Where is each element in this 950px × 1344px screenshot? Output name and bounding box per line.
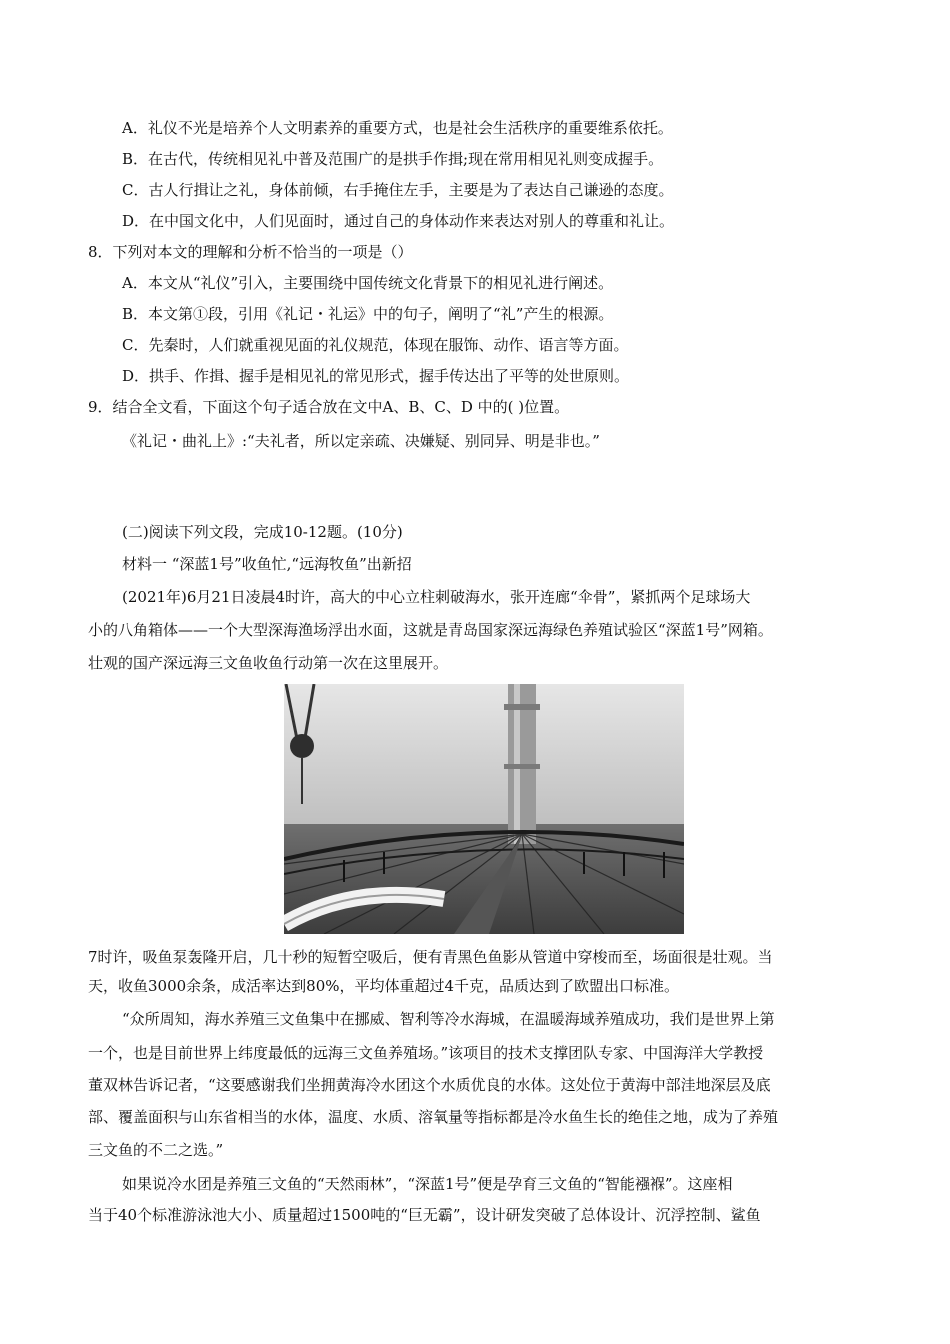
fish-farm-photo — [284, 684, 684, 934]
para4-line2: 当于40个标准游泳池大小、质量超过1500吨的“巨无霸”，设计研发突破了总体设计、沉浮控制、鲨鱼 — [88, 1206, 761, 1224]
q8-option-c: C．先秦时，人们就重视见面的礼仪规范，体现在服饰、动作、语言等方面。 — [122, 336, 629, 354]
para3-line2: 一个，也是目前世界上纬度最低的远海三文鱼养殖场。”该项目的技术支撑团队专家、中国海洋大学教授 — [88, 1044, 764, 1062]
q8-option-b: B．本文第①段，引用《礼记・礼运》中的句子，阐明了“礼”产生的根源。 — [122, 305, 614, 323]
para1-line2: 小的八角箱体——一个大型深海渔场浮出水面，这就是青岛国家深远海绿色养殖试验区“深蓝1号”网箱。 — [88, 621, 773, 639]
para3-line4: 部、覆盖面积与山东省相当的水体，温度、水质、溶氧量等指标都是冷水鱼生长的绝佳之地，成为了养殖 — [88, 1108, 779, 1126]
para3-line1: “众所周知，海水养殖三文鱼集中在挪威、智利等冷水海城，在温暖海域养殖成功，我们是世界上第 — [122, 1010, 775, 1028]
para3-line5: 三文鱼的不二之选。” — [88, 1141, 224, 1159]
para2-line2: 天，收鱼3000余条，成活率达到80%，平均体重超过4千克，品质达到了欧盟出口标准。 — [88, 977, 680, 995]
q8-option-a: A．本文从“礼仪”引入，主要围绕中国传统文化背景下的相见礼进行阐述。 — [122, 274, 614, 292]
q8-option-d: D．拱手、作揖、握手是相见礼的常见形式，握手传达出了平等的处世原则。 — [122, 367, 630, 385]
para3-line3: 董双林告诉记者，“这要感谢我们坐拥黄海冷水团这个水质优良的水体。这处位于黄海中部洼地深层及底 — [88, 1076, 771, 1094]
para1-line1: (2021年)6月21日凌晨4时许，高大的中心立柱刺破海水，张开连廊“伞骨”，紧抓两个足球场大 — [122, 588, 751, 606]
q7-option-c: C．古人行揖让之礼，身体前倾，右手掩住左手，主要是为了表达自己谦逊的态度。 — [122, 181, 674, 199]
q7-option-b: B．在古代，传统相见礼中普及范围广的是拱手作揖;现在常用相见礼则变成握手。 — [122, 150, 664, 168]
q9-quote: 《礼记・曲礼上》:“夫礼者，所以定亲疏、决嫌疑、别同异、明是非也。” — [122, 432, 600, 450]
section2-heading: (二)阅读下列文段，完成10-12题。(10分) — [122, 523, 403, 541]
q7-option-a: A．礼仪不光是培养个人文明素养的重要方式，也是社会生活秩序的重要维系依托。 — [122, 119, 673, 137]
para2-line1: 7时许，吸鱼泵轰隆开启，几十秒的短暂空吸后，便有青黑色鱼影从管道中穿梭而至，场面很是壮观。当 — [88, 948, 773, 966]
q9-stem: 9．结合全文看，下面这个句子适合放在文中A、B、C、D 中的( )位置。 — [88, 398, 570, 416]
para1-line3: 壮观的国产深远海三文鱼收鱼行动第一次在这里展开。 — [88, 654, 449, 672]
para4-line1: 如果说冷水团是养殖三文鱼的“天然雨林”，“深蓝1号”便是孕育三文鱼的“智能襁褓”。这座相 — [122, 1175, 733, 1193]
q8-stem: 8．下列对本文的理解和分析不恰当的一项是（） — [88, 243, 413, 261]
material-title: 材料一 “深蓝1号”收鱼忙,“远海牧鱼”出新招 — [122, 555, 412, 573]
q7-option-d: D．在中国文化中，人们见面时，通过自己的身体动作来表达对别人的尊重和礼让。 — [122, 212, 675, 230]
